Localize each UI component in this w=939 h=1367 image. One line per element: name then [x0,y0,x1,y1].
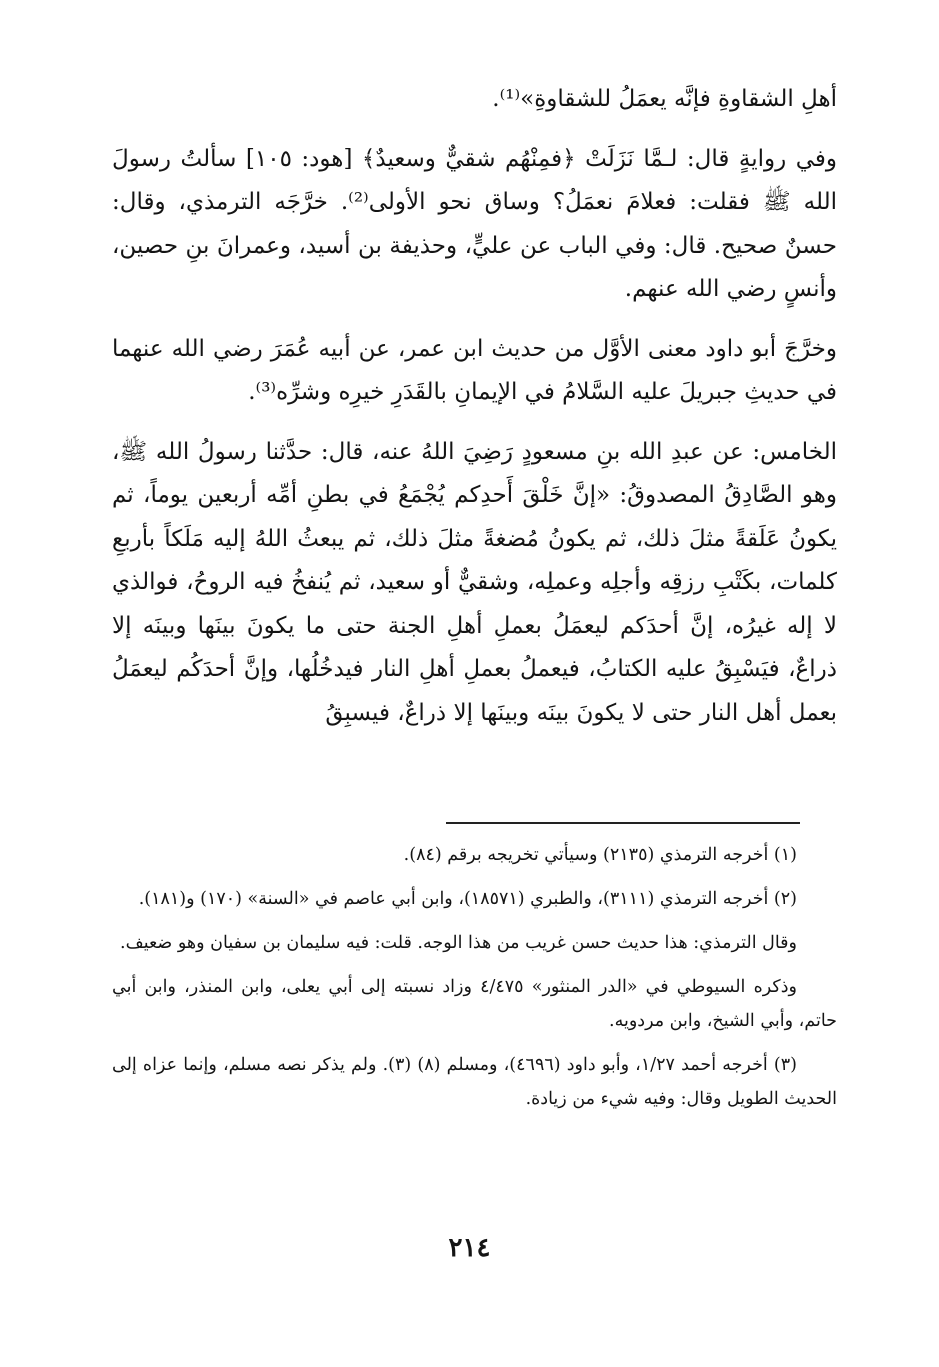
footnote-2: (٢) أخرجه الترمذي (٣١١١)، والطبري (١٨٥٧١)، وابن أبي عاصم في «السنة» (١٧٠) و(١٨١). [138,889,797,909]
page-number: ٢١٤ [448,1233,491,1263]
footnote-3: (٣) أخرجه أحمد ١/٢٧، وأبو داود (٤٦٩٦)، ومسلم (٨) (٣). ولم يذكر نصه مسلم، وإنما عزاه إلى الحديث الطويل وقال: وفيه شيء من زيادة. [112,1055,837,1109]
footnote-divider [446,822,800,824]
footnote-2-suyuti: وذكره السيوطي في «الدر المنثور» ٤/٤٧٥ وزاد نسبته إلى أبي يعلى، وابن المنذر، وابن أبي حاتم، وأبي الشيخ، وابن مردويه. [112,977,837,1031]
paragraph-continuation: أهلِ الشقاوةِ فإنَّه يعمَلُ للشقاوةِ»⁽¹⁾. [492,86,837,112]
paragraph-riwaya: وفي روايةٍ قال: لـمَّا نَزَلَتْ ﴿فمِنْهُم شقيٌّ وسعيدٌ﴾ [هود: ١٠٥] سألتُ رسولَ الله ﷺ فقلت: فعلامَ نعمَلُ؟ وساق نحو الأولى⁽²⁾. خرَّجَه الترمذي، وقال: حسنٌ صحيح. قال: وفي الباب عن عليٍّ، وحذيفة بن أسيد، وعمرانَ بنِ حصين، وأنسٍ رضي الله عنهم. [112,145,837,302]
footnotes [112,838,837,1126]
paragraph-abu-dawud: وخرَّجَ أبو داود معنى الأوَّل من حديث ابن عمر، عن أبيه عُمَرَ رضي الله عنهما في حديثِ جبريلَ عليه السَّلامُ في الإيمانِ بالقَدَرِ خيرِه وشرِّه⁽³⁾. [112,335,837,405]
footnote-1: (١) أخرجه الترمذي (٢١٣٥) وسيأتي تخريجه برقم (٨٤). [403,845,797,865]
main-text [112,78,837,735]
footnote-2-comment: وقال الترمذي: هذا حديث حسن غريب من هذا الوجه. قلت: فيه سليمان بن سفيان وهو ضعيف. [120,933,797,953]
paragraph-khamis-hadith: الخامس: عن عبدِ الله بنِ مسعودٍ رَضِيَ اللهُ عنه، قال: حدَّثنا رسولُ الله ﷺ، وهو الصَّادِقُ المصدوقُ: «إنَّ خَلْقَ أَحدِكم يُجْمَعُ في بطنِ أمِّه أربعين يوماً، ثم يكونُ عَلَقةً مثلَ ذلك، ثم يكونُ مُضغةً مثلَ ذلك، ثم يبعثُ اللهُ إليه مَلَكاً بأربعِ كلمات، بكَتْبِ رزقِه وأجلِه وعملِه، وشقيٌّ أو سعيد، ثم يُنفخُ فيه الروحُ، فوالذي لا إله غيرُه، إنَّ أحدَكم ليعمَلُ بعملِ أهلِ الجنة حتى ما يكونَ بينَها وبينَه إلا ذراعٌ، فيَسْبِقُ عليه الكتابُ، فيعملُ بعملِ أهلِ النار فيدخُلُها، وإنَّ أحدَكُم ليعمَلُ بعمل أهل النار حتى لا يكونَ بينَه وبينَها إلا ذراعٌ، فيسبِقُ [112,438,837,726]
